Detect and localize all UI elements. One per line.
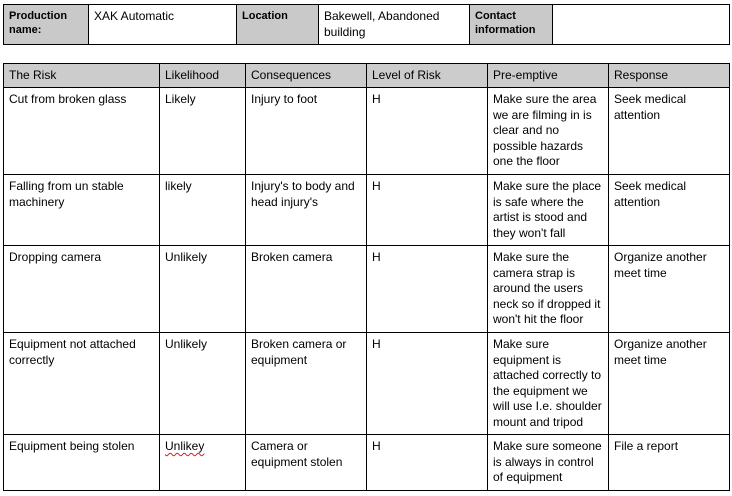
risk-cell[interactable]: Falling from un stable machinery [4,175,160,246]
location-label: Location [237,5,319,45]
response-cell[interactable]: Organize another meet time [609,246,730,333]
likelihood-cell[interactable]: likely [160,175,246,246]
risk-cell[interactable]: Cut from broken glass [4,88,160,175]
pre-emptive-cell[interactable]: Make sure the area we are filming in is clear and no possible hazards one the floor [488,88,609,175]
consequences-cell[interactable]: Injury's to body and head injury's [246,175,367,246]
risk-cell[interactable]: Equipment being stolen [4,435,160,491]
table-row [4,435,730,491]
likelihood-cell[interactable]: Unlikely [160,246,246,333]
response-cell[interactable]: File a report [609,435,730,491]
level-of-risk-cell[interactable]: H [367,435,488,491]
production-name-value[interactable]: XAK Automatic [89,5,237,45]
production-info-row [4,5,730,45]
risk-table-header-row [4,64,730,88]
consequences-cell[interactable]: Injury to foot [246,88,367,175]
consequences-cell[interactable]: Broken camera [246,246,367,333]
pre-emptive-cell[interactable]: Make sure equipment is attached correctly to the equipment we will use I.e. shoulder mount and tripod [488,333,609,435]
spellcheck-flagged-word: Unlikey [165,439,205,453]
risk-cell[interactable]: Dropping camera [4,246,160,333]
response-cell[interactable]: Seek medical attention [609,175,730,246]
consequences-cell[interactable]: Camera or equipment stolen [246,435,367,491]
consequences-cell[interactable]: Broken camera or equipment [246,333,367,435]
level-of-risk-cell[interactable]: H [367,88,488,175]
risk-assessment-table [3,63,730,491]
header-the-risk: The Risk [4,64,160,88]
response-cell[interactable]: Seek medical attention [609,88,730,175]
production-info-table [3,4,730,45]
header-response: Response [609,64,730,88]
header-pre-emptive: Pre-emptive [488,64,609,88]
header-consequences: Consequences [246,64,367,88]
header-level-of-risk: Level of Risk [367,64,488,88]
pre-emptive-cell[interactable]: Make sure the camera strap is around the users neck so if dropped it won't hit the floor [488,246,609,333]
likelihood-cell[interactable]: Likely [160,88,246,175]
production-name-label: Production name: [4,5,89,45]
table-row [4,246,730,333]
table-row [4,333,730,435]
likelihood-cell[interactable]: Unlikely [160,333,246,435]
level-of-risk-cell[interactable]: H [367,246,488,333]
contact-information-label: Contact information [470,5,553,45]
contact-information-value[interactable] [553,5,730,45]
table-row [4,175,730,246]
level-of-risk-cell[interactable]: H [367,333,488,435]
response-cell[interactable]: Organize another meet time [609,333,730,435]
location-value[interactable]: Bakewell, Abandoned building [319,5,470,45]
table-row [4,88,730,175]
pre-emptive-cell[interactable]: Make sure the place is safe where the artist is stood and they won't fall [488,175,609,246]
risk-cell[interactable]: Equipment not attached correctly [4,333,160,435]
level-of-risk-cell[interactable]: H [367,175,488,246]
likelihood-cell[interactable] [160,435,246,491]
pre-emptive-cell[interactable]: Make sure someone is always in control of equipment [488,435,609,491]
header-likelihood: Likelihood [160,64,246,88]
